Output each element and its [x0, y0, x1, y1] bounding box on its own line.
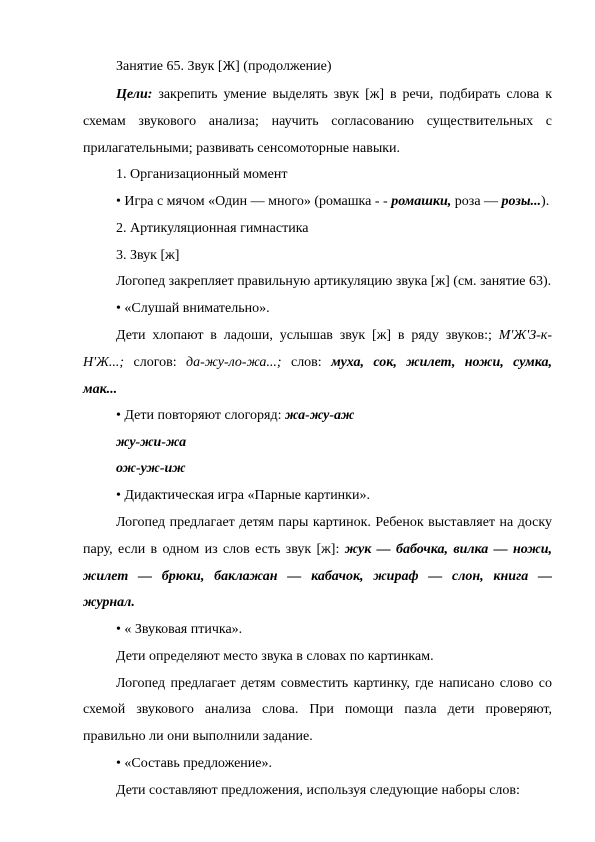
puzzle-line-2: схемой звукового анализа слова. При помощи пазла дети проверяют,: [83, 702, 552, 717]
clap-sounds-1: М'Ж'З-к-: [498, 328, 552, 343]
goals-line-2: схемам звукового анализа; научить согласованию существительных с: [83, 114, 552, 129]
pairs-line-3: жилет — брюки, баклажан — кабачок, жираф — слон, книга —: [83, 569, 552, 584]
repeat-text: • Дети повторяют слогоряд:: [116, 408, 286, 423]
pairs-text: пару, если в одном из слов есть звук [ж]:: [83, 542, 340, 557]
clap-syllables: да-жу-ло-жа...;: [185, 355, 282, 370]
ball-game-mid: роза —: [451, 194, 502, 209]
articulation-text: Логопед закрепляет правильную артикуляцию звука [ж] (см. занятие 63).: [116, 274, 552, 289]
clap-text-3: слов:: [281, 355, 332, 370]
ball-game-text: • Игра с мячом «Один — много» (ромашка - -: [116, 194, 392, 209]
goals-text-1: закрепить умение выделять звук [ж] в речи, подбирать слова к: [158, 87, 552, 102]
section-heading-1: 1. Организационный момент: [116, 167, 288, 182]
goals-line-1: [116, 86, 552, 103]
section-heading-3: 3. Звук [ж]: [116, 248, 180, 263]
clap-sounds-2: Н'Ж...;: [83, 355, 125, 370]
clap-line-1: [116, 327, 552, 344]
repeat-row-3: ож-уж-иж: [116, 461, 186, 476]
clap-text-1: Дети хлопают в ладоши, услышав звук [ж] в ряду звуков:;: [116, 328, 492, 343]
ball-game-end: ).: [541, 194, 550, 209]
listen-item: • «Слушай внимательно».: [116, 301, 270, 316]
sentence-item: • «Составь предложение».: [116, 756, 272, 771]
clap-words: муха, сок, жилет, ножи, сумка,: [331, 355, 552, 370]
bird-text: Дети определяют место звука в словах по картинкам.: [116, 649, 434, 664]
repeat-item: [116, 407, 354, 424]
ball-game-item: [116, 193, 549, 210]
bird-item: • « Звуковая птичка».: [116, 622, 243, 637]
ball-game-word-1: ромашки,: [391, 194, 452, 209]
goals-label: Цели:: [116, 87, 153, 102]
clap-text-2: слогов:: [124, 355, 186, 370]
goals-line-3: прилагательными; развивать сенсомоторные навыки.: [83, 141, 401, 156]
sentence-text: Дети составляют предложения, используя следующие наборы слов:: [116, 783, 520, 798]
clap-line-2: [83, 354, 552, 371]
ball-game-word-2: розы...: [501, 194, 542, 209]
pairs-line-1: Логопед предлагает детям пары картинок. Ребенок выставляет на доску: [116, 515, 552, 530]
lesson-title: Занятие 65. Звук [Ж] (продолжение): [116, 59, 332, 74]
section-heading-2: 2. Артикуляционная гимнастика: [116, 221, 309, 236]
pairs-words-1: жук — бабочка, вилка — ножи,: [344, 542, 552, 557]
repeat-row-2: жу-жи-жа: [116, 435, 187, 450]
didactic-game-item: • Дидактическая игра «Парные картинки».: [116, 488, 370, 503]
pairs-line-2: [83, 541, 552, 558]
pairs-line-4: журнал.: [83, 595, 135, 610]
puzzle-line-3: правильно ли они выполнили задание.: [83, 729, 313, 744]
clap-line-3: мак...: [83, 382, 118, 397]
puzzle-line-1: Логопед предлагает детям совместить картинку, где написано слово со: [116, 676, 552, 691]
repeat-row-1: жа-жу-аж: [285, 408, 355, 423]
